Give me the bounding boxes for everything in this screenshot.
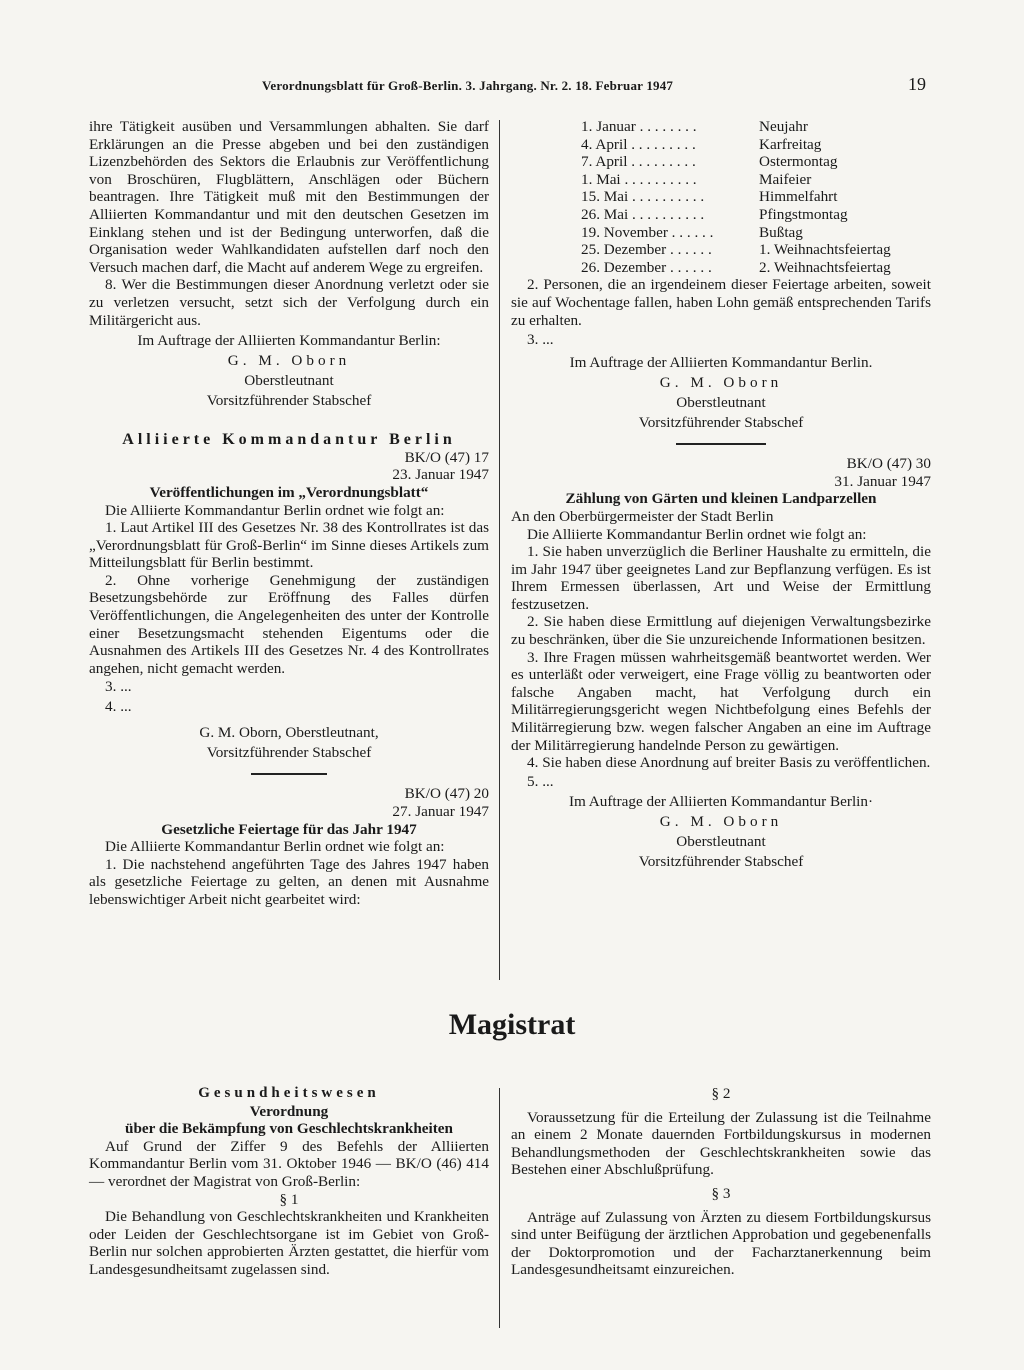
- signature-name: G. M. Oborn: [659, 812, 783, 830]
- signature-rank: Oberstleutnant: [676, 832, 766, 850]
- holiday-date: 1. Januar . . . . . . . .: [581, 118, 697, 135]
- holiday-row: [581, 136, 891, 154]
- holiday-date: 7. April . . . . . . . . .: [581, 153, 696, 171]
- holiday-date: 19. November . . . . . .: [581, 223, 714, 241]
- signature-intro: Im Auftrage der Alliierten Kommandantur Berlin.: [569, 354, 873, 372]
- signature-name: G. M. Oborn: [659, 374, 783, 392]
- holiday-row: [581, 153, 891, 171]
- signature-rank: Oberstleutnant: [244, 372, 334, 390]
- order-addressee: An den Oberbürgermeister der Stadt Berlin: [511, 507, 774, 525]
- holiday-date: 1. Mai . . . . . . . . . .: [581, 170, 697, 188]
- department-heading: Gesundheitswesen: [198, 1085, 380, 1101]
- holiday-name: 1. Weihnachtsfeiertag: [759, 241, 891, 259]
- signature-intro: Im Auftrage der Alliierten Kommandantur Berlin:: [137, 332, 441, 350]
- holiday-row: [581, 188, 891, 206]
- holiday-row: [581, 206, 891, 224]
- regulation-subtitle: über die Bekämpfung von Geschlechtskrankheiten: [125, 1120, 453, 1138]
- holiday-name: Bußtag: [759, 223, 803, 241]
- order-signature-role: Vorsitzführender Stabschef: [206, 744, 372, 762]
- order-intro: Die Alliierte Kommandantur Berlin ordnet wie folgt an:: [105, 501, 445, 519]
- order-paragraph-4: 4. Sie haben diese Anordnung auf breiter Basis zu veröffentlichen.: [527, 754, 931, 772]
- signature-intro: Im Auftrage der Alliierten Kommandantur Berlin·: [568, 792, 874, 810]
- order-title: Gesetzliche Feiertage für das Jahr 1947: [161, 820, 417, 838]
- holiday-name: Maifeier: [759, 170, 812, 188]
- holiday-row: [581, 171, 891, 189]
- magistrat-right-column: [511, 1085, 931, 1279]
- order-paragraph-1: 1. Laut Artikel III des Gesetzes Nr. 38 des Kontrollrates ist das „Verordnungsblatt für Groß-Berlin“ im Sinne dieses Artikels zum Mitteilungsblatt für Berlin bestimmt.: [89, 519, 489, 572]
- holiday-table: [581, 118, 891, 276]
- order-paragraph-1: 1. Die nachstehend angeführten Tage des Jahres 1947 haben als gesetzliche Feiertage zu gelten, an denen mit Ausnahme lebenswichtiger Arbeit nicht gearbeitet wird:: [89, 855, 489, 908]
- order-date: 23. Januar 1947: [392, 466, 489, 484]
- right-column: [511, 118, 931, 872]
- holiday-name: Himmelfahrt: [759, 188, 838, 206]
- signature-block: [89, 331, 489, 411]
- section-2-heading: § 2: [711, 1085, 731, 1102]
- order-paragraph-3: 3. ...: [105, 678, 132, 696]
- section-2-text: Voraussetzung für die Erteilung der Zulassung ist die Teilnahme an einem 2 Monate dauernden Fortbildungskursus in modernen Behandlungsmethoden der Geschlechtskrankheiten sowie das Bestehen einer Abschlußprüfung.: [511, 1108, 931, 1179]
- order-signature: [511, 792, 931, 872]
- signature-role: Vorsitzführender Stabschef: [638, 852, 804, 870]
- order-intro: Die Alliierte Kommandantur Berlin ordnet wie folgt an:: [105, 838, 445, 856]
- holiday-date: 15. Mai . . . . . . . . . .: [581, 188, 705, 206]
- order-paragraph-3: 3. Ihre Fragen müssen wahrheitsgemäß beantwortet werden. Wer es unterläßt oder verweigert, eine Frage völlig zu beantworten oder falsche Angaben macht, hat Verfolgung durch ein Militärregierungsgericht wegen Nichtbefolgung eines Befehls der Militärregierung bzw. wegen falscher Angaben an eine im Auftrage der Militärregierung handelnde Person zu gewärtigen.: [511, 648, 931, 754]
- holiday-row: [581, 224, 891, 242]
- left-column: [89, 118, 489, 909]
- paragraph-2: 2. Personen, die an irgendeinem dieser Feiertage arbeiten, soweit sie auf Wochentage fallen, haben Lohn gemäß entsprechenden Tarifs zu erhalten.: [511, 276, 931, 329]
- order-reference: BK/O (47) 20: [404, 785, 489, 803]
- signature-name: G. M. Oborn: [227, 352, 351, 370]
- order-intro: Die Alliierte Kommandantur Berlin ordnet wie folgt an:: [527, 525, 867, 543]
- holiday-name: Pfingstmontag: [759, 205, 848, 223]
- order-paragraph-2: 2. Ohne vorherige Genehmigung der zuständigen Besetzungsbehörde zur Eröffnung des Falles dürfen Veröffentlichungen, die Angelegenheiten des unter der Kontrolle einer Besetzungsmacht stehenden Eigentums oder die Ausnahmen des Artikels III des Gesetzes Nr. 4 des Kontrollrates angehen, nicht gemacht werden.: [89, 571, 489, 677]
- section-heading: Alliierte Kommandantur Berlin: [122, 431, 456, 449]
- holiday-date: 4. April . . . . . . . . .: [581, 135, 696, 153]
- signature-rank: Oberstleutnant: [676, 394, 766, 412]
- holiday-row: [581, 259, 891, 277]
- holiday-row: [581, 118, 891, 136]
- separator-rule: [251, 773, 327, 775]
- order-signature: [89, 723, 489, 763]
- order-date: 27. Januar 1947: [392, 803, 489, 821]
- section-1-heading: § 1: [279, 1190, 299, 1208]
- order-title: Zählung von Gärten und kleinen Landparzellen: [565, 490, 877, 508]
- column-divider: [499, 1088, 500, 1328]
- magistrat-heading: Magistrat: [448, 1008, 576, 1041]
- holiday-name: Karfreitag: [759, 135, 822, 153]
- section-3-heading: § 3: [711, 1184, 731, 1202]
- order-signature-line: G. M. Oborn, Oberstleutnant,: [199, 724, 379, 742]
- order-title: Veröffentlichungen im „Verordnungsblatt“: [149, 483, 429, 501]
- signature-block: [511, 353, 931, 433]
- holiday-date: 25. Dezember . . . . . .: [581, 241, 712, 259]
- paragraph-3: 3. ...: [527, 331, 554, 349]
- holiday-name: 2. Weihnachtsfeiertag: [759, 258, 891, 276]
- regulation-intro: Auf Grund der Ziffer 9 des Befehls der Alliierten Kommandantur Berlin vom 31. Oktober 1946 — BK/O (46) 414 — verordnet der Magistrat von Groß-Berlin:: [89, 1137, 489, 1190]
- regulation-title: Verordnung: [249, 1102, 329, 1120]
- separator-rule: [676, 443, 766, 445]
- section-3-text: Anträge auf Zulassung von Ärzten zu diesem Fortbildungskursus sind unter Beifügung der ärztlichen Approbation und gegebenenfalls der Doktorpromotion und der Facharztanerkennung beim Landesgesundheitsamt einzureichen.: [511, 1208, 931, 1279]
- holiday-date: 26. Dezember . . . . . .: [581, 258, 712, 276]
- running-header: Verordnungsblatt für Groß-Berlin. 3. Jahrgang. Nr. 2. 18. Februar 1947: [262, 78, 674, 93]
- section-1-text: Die Behandlung von Geschlechtskrankheiten und Krankheiten oder Leiden der Geschlechtsorgane ist im Gebiet von Groß-Berlin nur solchen approbierten Ärzten gestattet, die hierfür vom Landesgesundheitsamt zugelassen sind.: [89, 1208, 489, 1278]
- order-paragraph-1: 1. Sie haben unverzüglich die Berliner Haushalte zu ermitteln, die im Jahr 1947 über geeignetes Land zur Bepflanzung verfügen. Es ist Ihrem Ermessen überlassen, Art und Weise der Ermittlung festzusetzen.: [511, 543, 931, 613]
- holiday-row: [581, 241, 891, 259]
- holiday-name: Neujahr: [759, 118, 808, 135]
- signature-role: Vorsitzführender Stabschef: [638, 414, 804, 432]
- order-reference: BK/O (47) 30: [846, 455, 931, 473]
- signature-role: Vorsitzführender Stabschef: [206, 392, 372, 410]
- paragraph-8: 8. Wer die Bestimmungen dieser Anordnung verletzt oder sie zu verletzen versucht, setzt sich der Verfolgung durch ein Militärgericht aus.: [89, 276, 489, 329]
- order-paragraph-4: 4. ...: [105, 698, 132, 716]
- page-number: 19: [908, 74, 926, 94]
- order-paragraph-5: 5. ...: [527, 772, 554, 790]
- holiday-name: Ostermontag: [759, 153, 838, 171]
- holiday-date: 26. Mai . . . . . . . . . .: [581, 205, 705, 223]
- magistrat-left-column: [89, 1085, 489, 1279]
- continued-paragraph: ihre Tätigkeit ausüben und Versammlungen abhalten. Sie darf Erklärungen an die Presse abgeben und bei den zuständigen Lizenzbehörden des Sektors die Erlaubnis zur Veröffentlichung von Broschüren, Flugblättern, Anschlägen oder Büchern beantragen. Ihre Tätigkeit muß mit den Bestimmungen der Alliierten Kommandantur und mit den deutschen Gesetzen im Einklang stehen und ist der Bedingung unterworfen, daß die Organisation weder Wahlkandidaten aufstellen darf noch den Versuch machen darf, die Macht auf anderem Wege zu ergreifen.: [89, 118, 489, 276]
- order-paragraph-2: 2. Sie haben diese Ermittlung auf diejenigen Verwaltungsbezirke zu beschränken, über die Sie unzureichende Informationen besitzen.: [511, 613, 931, 649]
- column-divider: [499, 120, 500, 980]
- order-date: 31. Januar 1947: [834, 472, 931, 490]
- order-reference: BK/O (47) 17: [404, 448, 489, 466]
